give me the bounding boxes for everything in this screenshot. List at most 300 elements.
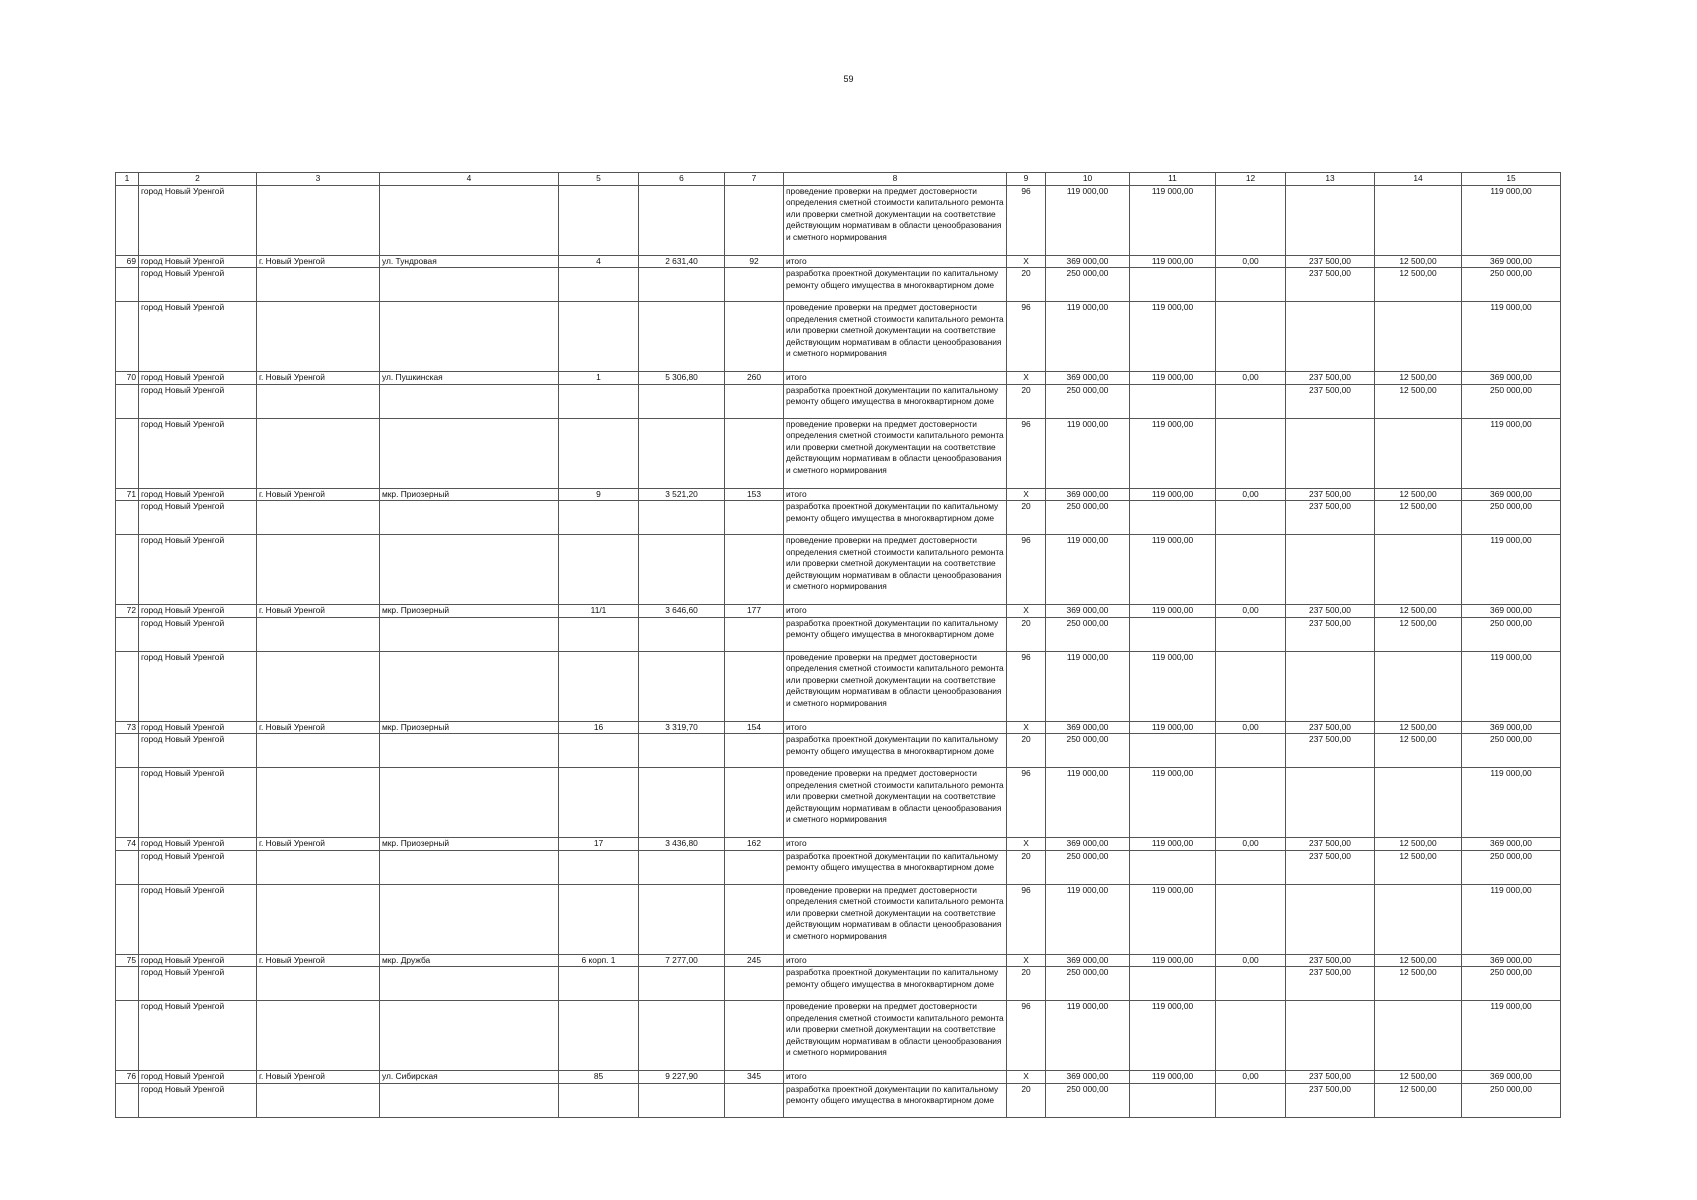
table-cell: 250 000,00 [1046, 734, 1130, 768]
table-cell: город Новый Уренгой [139, 734, 257, 768]
table-row [116, 384, 1561, 418]
table-cell [380, 185, 559, 255]
table-cell: 119 000,00 [1046, 768, 1130, 838]
table-cell: 250 000,00 [1046, 384, 1130, 418]
row-number-cell [116, 535, 139, 605]
table-cell [1216, 884, 1286, 954]
table-cell: 237 500,00 [1286, 1071, 1375, 1084]
table-cell: 237 500,00 [1286, 967, 1375, 1001]
table-cell [1375, 302, 1462, 372]
table-row [116, 418, 1561, 488]
table-cell: мкр. Приозерный [380, 605, 559, 618]
column-header: 15 [1462, 173, 1561, 186]
table-cell: 0,00 [1216, 488, 1286, 501]
table-cell: 250 000,00 [1462, 384, 1561, 418]
table-cell [1216, 501, 1286, 535]
table-cell [559, 1001, 639, 1071]
table-row [116, 185, 1561, 255]
table-cell: город Новый Уренгой [139, 255, 257, 268]
table-row [116, 884, 1561, 954]
table-cell: 369 000,00 [1046, 954, 1130, 967]
table-cell [1130, 734, 1216, 768]
table-cell [1286, 768, 1375, 838]
table-cell [639, 734, 725, 768]
page-number: 59 [843, 74, 854, 84]
table-cell: 119 000,00 [1130, 302, 1216, 372]
table-cell [257, 768, 380, 838]
table-cell [725, 535, 784, 605]
table-cell: 0,00 [1216, 838, 1286, 851]
table-cell [639, 1083, 725, 1117]
table-cell: 250 000,00 [1462, 617, 1561, 651]
table-cell [1130, 850, 1216, 884]
table-cell: 237 500,00 [1286, 255, 1375, 268]
table-cell [559, 967, 639, 1001]
table-cell [559, 501, 639, 535]
table-cell [1216, 967, 1286, 1001]
table-cell: мкр. Приозерный [380, 838, 559, 851]
table-cell: г. Новый Уренгой [257, 721, 380, 734]
table-cell: 250 000,00 [1046, 850, 1130, 884]
table-cell [380, 967, 559, 1001]
row-number-cell [116, 651, 139, 721]
table-cell: 12 500,00 [1375, 967, 1462, 1001]
work-description-cell: проведение проверки на предмет достоверности определения сметной стоимости капитального ремонта или проверки сметной документации на соответствие действующим нормативам в области ценообразования и сметного нормирования [784, 418, 1007, 488]
table-cell: 0,00 [1216, 255, 1286, 268]
table-cell [1130, 1083, 1216, 1117]
table-cell: 119 000,00 [1046, 651, 1130, 721]
table-cell: ул. Пушкинская [380, 372, 559, 385]
table-row [116, 850, 1561, 884]
table-cell [380, 535, 559, 605]
row-number-cell [116, 617, 139, 651]
work-description-cell: проведение проверки на предмет достоверности определения сметной стоимости капитального ремонта или проверки сметной документации на соответствие действующим нормативам в области ценообразования и сметного нормирования [784, 651, 1007, 721]
table-cell: 96 [1007, 302, 1046, 372]
table-cell: 16 [559, 721, 639, 734]
table-cell: г. Новый Уренгой [257, 372, 380, 385]
repair-table [115, 172, 1561, 1118]
work-description-cell: разработка проектной документации по капитальному ремонту общего имущества в многоквартирном доме [784, 501, 1007, 535]
table-row [116, 617, 1561, 651]
table-cell: 177 [725, 605, 784, 618]
table-cell: 9 [559, 488, 639, 501]
table-cell: 12 500,00 [1375, 617, 1462, 651]
table-cell [380, 501, 559, 535]
row-number-cell [116, 768, 139, 838]
table-cell: мкр. Дружба [380, 954, 559, 967]
table-cell: 4 [559, 255, 639, 268]
table-cell: г. Новый Уренгой [257, 1071, 380, 1084]
table-cell [380, 617, 559, 651]
table-cell: 92 [725, 255, 784, 268]
table-cell [559, 617, 639, 651]
table-cell: 237 500,00 [1286, 734, 1375, 768]
table-cell: 96 [1007, 535, 1046, 605]
row-number-cell [116, 418, 139, 488]
table-cell: 237 500,00 [1286, 372, 1375, 385]
table-cell [1216, 1083, 1286, 1117]
table-cell: 119 000,00 [1462, 418, 1561, 488]
table-cell: 119 000,00 [1046, 418, 1130, 488]
table-cell [257, 651, 380, 721]
table-cell: г. Новый Уренгой [257, 838, 380, 851]
work-description-cell: разработка проектной документации по капитальному ремонту общего имущества в многоквартирном доме [784, 268, 1007, 302]
table-cell: 119 000,00 [1130, 255, 1216, 268]
table-cell [1216, 268, 1286, 302]
table-cell [257, 535, 380, 605]
table-cell [1286, 418, 1375, 488]
table-cell: 119 000,00 [1130, 185, 1216, 255]
table-cell [559, 302, 639, 372]
row-number-cell: 71 [116, 488, 139, 501]
table-cell: 119 000,00 [1130, 768, 1216, 838]
table-cell: 0,00 [1216, 721, 1286, 734]
table-cell: 119 000,00 [1130, 1071, 1216, 1084]
table-row [116, 1001, 1561, 1071]
table-cell: 119 000,00 [1046, 185, 1130, 255]
table-cell: мкр. Приозерный [380, 721, 559, 734]
table-cell: 0,00 [1216, 605, 1286, 618]
table-cell [1286, 535, 1375, 605]
row-number-cell: 74 [116, 838, 139, 851]
table-cell: 119 000,00 [1130, 721, 1216, 734]
table-cell [1375, 884, 1462, 954]
table-cell [380, 734, 559, 768]
table-cell: 20 [1007, 734, 1046, 768]
table-cell: 154 [725, 721, 784, 734]
table-cell [725, 617, 784, 651]
table-cell [725, 1001, 784, 1071]
table-cell: город Новый Уренгой [139, 418, 257, 488]
table-cell [559, 1083, 639, 1117]
row-number-cell: 69 [116, 255, 139, 268]
row-number-cell [116, 384, 139, 418]
column-header: 10 [1046, 173, 1130, 186]
table-cell: 2 631,40 [639, 255, 725, 268]
table-cell: г. Новый Уренгой [257, 954, 380, 967]
table-cell: 12 500,00 [1375, 605, 1462, 618]
table-cell [639, 768, 725, 838]
row-number-cell [116, 734, 139, 768]
table-cell: 369 000,00 [1046, 372, 1130, 385]
row-number-cell: 73 [116, 721, 139, 734]
row-number-cell [116, 884, 139, 954]
table-cell [1286, 302, 1375, 372]
table-cell: 20 [1007, 1083, 1046, 1117]
column-header: 9 [1007, 173, 1046, 186]
table-cell [725, 850, 784, 884]
table-cell: 12 500,00 [1375, 372, 1462, 385]
table-row [116, 255, 1561, 268]
table-cell: 119 000,00 [1462, 651, 1561, 721]
table-cell: 369 000,00 [1046, 1071, 1130, 1084]
table-row [116, 651, 1561, 721]
column-header: 4 [380, 173, 559, 186]
table-cell: 20 [1007, 617, 1046, 651]
table-cell [257, 850, 380, 884]
table-cell [380, 768, 559, 838]
table-row [116, 605, 1561, 618]
table-cell [725, 768, 784, 838]
table-cell: 369 000,00 [1462, 605, 1561, 618]
work-description-cell: итого [784, 954, 1007, 967]
table-cell: 119 000,00 [1130, 884, 1216, 954]
table-cell: 250 000,00 [1462, 734, 1561, 768]
row-number-cell [116, 501, 139, 535]
table-row [116, 967, 1561, 1001]
table-row [116, 768, 1561, 838]
table-cell [380, 1001, 559, 1071]
table-cell: 119 000,00 [1130, 838, 1216, 851]
table-row [116, 488, 1561, 501]
table-cell: 119 000,00 [1130, 372, 1216, 385]
table-row [116, 838, 1561, 851]
column-header: 7 [725, 173, 784, 186]
table-cell [1130, 384, 1216, 418]
table-cell [1286, 185, 1375, 255]
table-cell: 250 000,00 [1046, 967, 1130, 1001]
table-cell: 237 500,00 [1286, 617, 1375, 651]
table-cell: 245 [725, 954, 784, 967]
table-cell: 12 500,00 [1375, 1071, 1462, 1084]
table-cell: ул. Сибирская [380, 1071, 559, 1084]
table-cell: город Новый Уренгой [139, 1001, 257, 1071]
table-cell [639, 850, 725, 884]
table-cell: 369 000,00 [1462, 488, 1561, 501]
table-cell [257, 734, 380, 768]
table-cell [1130, 967, 1216, 1001]
work-description-cell: разработка проектной документации по капитальному ремонту общего имущества в многоквартирном доме [784, 734, 1007, 768]
table-cell: 0,00 [1216, 954, 1286, 967]
table-cell: 12 500,00 [1375, 255, 1462, 268]
table-cell: 12 500,00 [1375, 501, 1462, 535]
table-cell: X [1007, 488, 1046, 501]
column-header: 11 [1130, 173, 1216, 186]
table-cell: 119 000,00 [1046, 1001, 1130, 1071]
column-header: 12 [1216, 173, 1286, 186]
table-row [116, 734, 1561, 768]
table-cell: г. Новый Уренгой [257, 488, 380, 501]
table-cell [559, 384, 639, 418]
table-cell [380, 302, 559, 372]
table-row [116, 1071, 1561, 1084]
table-cell: 20 [1007, 384, 1046, 418]
table-cell: 237 500,00 [1286, 488, 1375, 501]
table-cell: город Новый Уренгой [139, 372, 257, 385]
table-cell: город Новый Уренгой [139, 838, 257, 851]
table-cell [257, 384, 380, 418]
table-cell [1216, 734, 1286, 768]
table-cell: 17 [559, 838, 639, 851]
table-cell [380, 418, 559, 488]
table-cell: 20 [1007, 850, 1046, 884]
table-cell: город Новый Уренгой [139, 268, 257, 302]
table-cell [257, 617, 380, 651]
work-description-cell: проведение проверки на предмет достоверности определения сметной стоимости капитального ремонта или проверки сметной документации на соответствие действующим нормативам в области ценообразования и сметного нормирования [784, 884, 1007, 954]
table-cell: 12 500,00 [1375, 1083, 1462, 1117]
work-description-cell: разработка проектной документации по капитальному ремонту общего имущества в многоквартирном доме [784, 1083, 1007, 1117]
table-row [116, 302, 1561, 372]
table-cell [639, 967, 725, 1001]
table-cell: 237 500,00 [1286, 384, 1375, 418]
table-cell: X [1007, 954, 1046, 967]
table-cell: 6 корп. 1 [559, 954, 639, 967]
row-number-cell [116, 850, 139, 884]
table-cell: мкр. Приозерный [380, 488, 559, 501]
table-cell [257, 967, 380, 1001]
work-description-cell: итого [784, 372, 1007, 385]
table-cell: город Новый Уренгой [139, 768, 257, 838]
header-row [116, 173, 1561, 186]
column-header: 8 [784, 173, 1007, 186]
table-cell: 237 500,00 [1286, 501, 1375, 535]
table-row [116, 1083, 1561, 1117]
table-cell: 96 [1007, 651, 1046, 721]
table-cell: 237 500,00 [1286, 838, 1375, 851]
row-number-cell [116, 268, 139, 302]
table-cell: 369 000,00 [1046, 838, 1130, 851]
table-cell: 12 500,00 [1375, 384, 1462, 418]
column-header: 6 [639, 173, 725, 186]
work-description-cell: разработка проектной документации по капитальному ремонту общего имущества в многоквартирном доме [784, 850, 1007, 884]
table-cell [1216, 651, 1286, 721]
work-description-cell: проведение проверки на предмет достоверности определения сметной стоимости капитального ремонта или проверки сметной документации на соответствие действующим нормативам в области ценообразования и сметного нормирования [784, 768, 1007, 838]
work-description-cell: проведение проверки на предмет достоверности определения сметной стоимости капитального ремонта или проверки сметной документации на соответствие действующим нормативам в области ценообразования и сметного нормирования [784, 302, 1007, 372]
table-cell: 1 [559, 372, 639, 385]
table-cell [257, 268, 380, 302]
row-number-cell: 75 [116, 954, 139, 967]
table-cell: 96 [1007, 884, 1046, 954]
table-cell: 85 [559, 1071, 639, 1084]
table-cell: 250 000,00 [1046, 1083, 1130, 1117]
table-cell: город Новый Уренгой [139, 1083, 257, 1117]
table-cell: 237 500,00 [1286, 268, 1375, 302]
table-cell: 369 000,00 [1462, 838, 1561, 851]
table-cell [1130, 501, 1216, 535]
work-description-cell: итого [784, 605, 1007, 618]
table-cell: 250 000,00 [1046, 617, 1130, 651]
table-cell [725, 734, 784, 768]
table-cell: г. Новый Уренгой [257, 605, 380, 618]
table-cell: X [1007, 605, 1046, 618]
table-cell: 12 500,00 [1375, 850, 1462, 884]
table-cell: 11/1 [559, 605, 639, 618]
table-cell [1286, 651, 1375, 721]
table-cell [559, 884, 639, 954]
table-cell: 3 319,70 [639, 721, 725, 734]
table-cell: 260 [725, 372, 784, 385]
table-cell [559, 535, 639, 605]
table-cell: 250 000,00 [1462, 1083, 1561, 1117]
row-number-cell: 72 [116, 605, 139, 618]
column-header: 13 [1286, 173, 1375, 186]
table-cell: город Новый Уренгой [139, 884, 257, 954]
table-cell [257, 884, 380, 954]
table-cell: город Новый Уренгой [139, 651, 257, 721]
table-cell [1216, 1001, 1286, 1071]
table-cell: 12 500,00 [1375, 268, 1462, 302]
work-description-cell: итого [784, 838, 1007, 851]
table-cell: город Новый Уренгой [139, 488, 257, 501]
row-number-cell: 76 [116, 1071, 139, 1084]
table-cell: 369 000,00 [1046, 721, 1130, 734]
work-description-cell: разработка проектной документации по капитальному ремонту общего имущества в многоквартирном доме [784, 384, 1007, 418]
work-description-cell: проведение проверки на предмет достоверности определения сметной стоимости капитального ремонта или проверки сметной документации на соответствие действующим нормативам в области ценообразования и сметного нормирования [784, 535, 1007, 605]
table-cell [1375, 1001, 1462, 1071]
table-cell [559, 651, 639, 721]
table-cell: 119 000,00 [1130, 535, 1216, 605]
table-cell [639, 617, 725, 651]
table-cell [639, 651, 725, 721]
table-cell: город Новый Уренгой [139, 501, 257, 535]
table-cell: X [1007, 838, 1046, 851]
table-cell [639, 1001, 725, 1071]
table-cell [1286, 884, 1375, 954]
table-cell: 7 277,00 [639, 954, 725, 967]
work-description-cell: итого [784, 721, 1007, 734]
table-cell: X [1007, 1071, 1046, 1084]
table-cell [257, 1001, 380, 1071]
table-cell: 119 000,00 [1130, 418, 1216, 488]
table-cell [1216, 617, 1286, 651]
table-cell: 12 500,00 [1375, 734, 1462, 768]
table-cell: 119 000,00 [1462, 535, 1561, 605]
table-cell: 12 500,00 [1375, 954, 1462, 967]
table-cell [639, 268, 725, 302]
table-cell [1375, 535, 1462, 605]
table-cell [257, 302, 380, 372]
table-cell [1130, 617, 1216, 651]
table-cell [1130, 268, 1216, 302]
table-cell: 12 500,00 [1375, 721, 1462, 734]
table-cell: 250 000,00 [1046, 268, 1130, 302]
table-cell [559, 185, 639, 255]
table-cell: ул. Тундровая [380, 255, 559, 268]
table-cell: 369 000,00 [1046, 255, 1130, 268]
work-description-cell: итого [784, 488, 1007, 501]
table-cell: 0,00 [1216, 1071, 1286, 1084]
table-cell: город Новый Уренгой [139, 605, 257, 618]
table-cell: 119 000,00 [1130, 954, 1216, 967]
column-header: 14 [1375, 173, 1462, 186]
table-cell: 12 500,00 [1375, 838, 1462, 851]
table-row [116, 372, 1561, 385]
table-cell: 119 000,00 [1130, 651, 1216, 721]
table-cell [725, 884, 784, 954]
table-cell [1216, 185, 1286, 255]
table-cell [257, 1083, 380, 1117]
column-header: 2 [139, 173, 257, 186]
table-cell: город Новый Уренгой [139, 185, 257, 255]
table-cell: город Новый Уренгой [139, 721, 257, 734]
work-description-cell: разработка проектной документации по капитальному ремонту общего имущества в многоквартирном доме [784, 617, 1007, 651]
table-cell: 369 000,00 [1462, 954, 1561, 967]
table-cell [380, 268, 559, 302]
column-header: 3 [257, 173, 380, 186]
table-cell [639, 501, 725, 535]
table-cell: 9 227,90 [639, 1071, 725, 1084]
table-cell: город Новый Уренгой [139, 954, 257, 967]
work-description-cell: проведение проверки на предмет достоверности определения сметной стоимости капитального ремонта или проверки сметной документации на соответствие действующим нормативам в области ценообразования и сметного нормирования [784, 185, 1007, 255]
row-number-cell [116, 1083, 139, 1117]
table-cell [1216, 302, 1286, 372]
work-description-cell: итого [784, 1071, 1007, 1084]
table-cell [1375, 185, 1462, 255]
table-cell: город Новый Уренгой [139, 384, 257, 418]
row-number-cell [116, 302, 139, 372]
table-cell [559, 734, 639, 768]
work-description-cell: разработка проектной документации по капитальному ремонту общего имущества в многоквартирном доме [784, 967, 1007, 1001]
